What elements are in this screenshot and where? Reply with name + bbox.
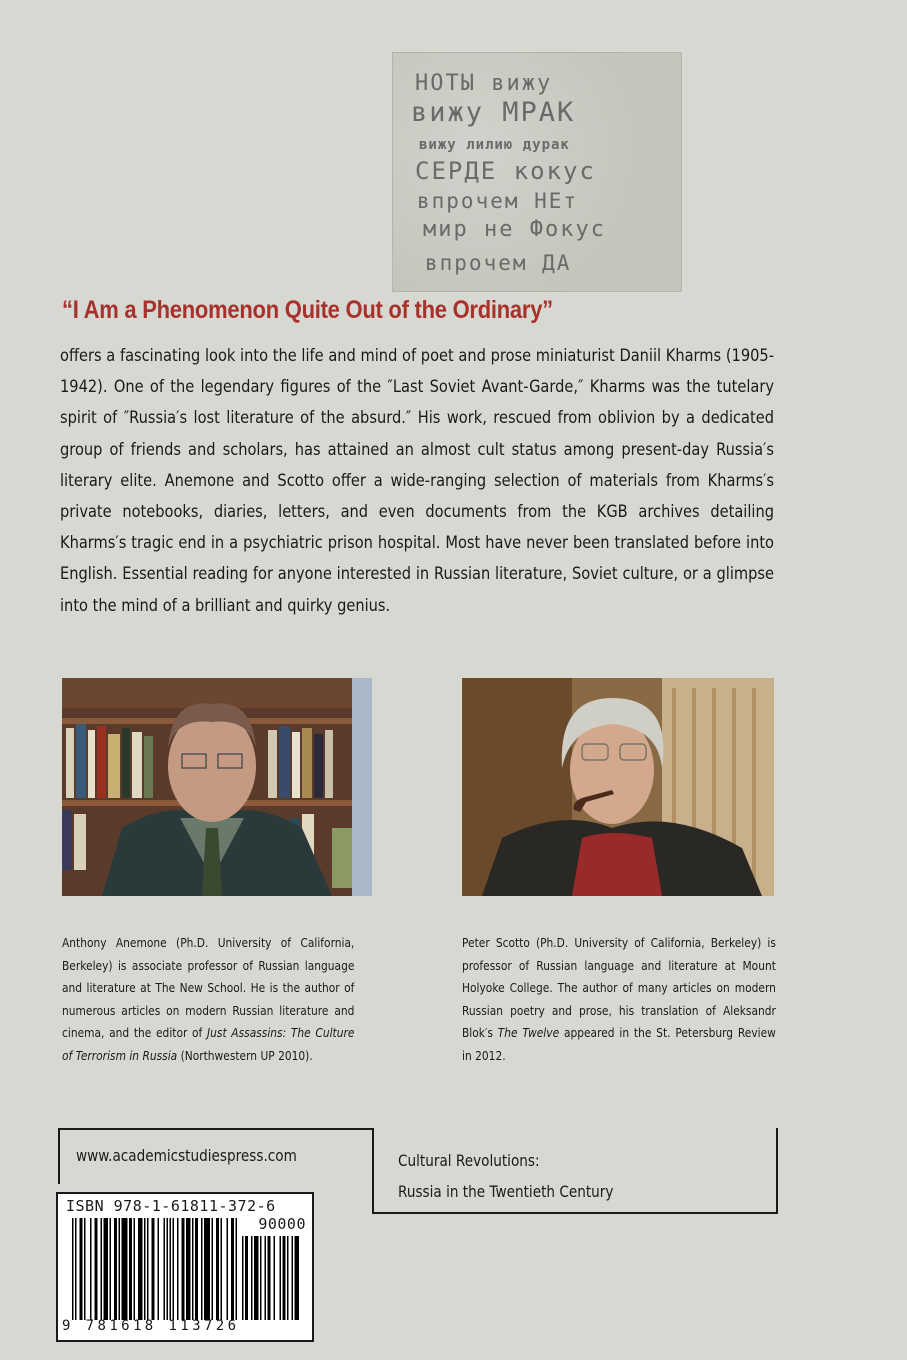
series-name <box>398 1145 613 1207</box>
manuscript-line: вижу МРАК <box>411 97 576 128</box>
publisher-url[interactable]: www.academicstudiespress.com <box>76 1146 297 1165</box>
barcode-digits: 9 781618 113726 <box>62 1318 240 1334</box>
manuscript-line: мир не Фокус <box>423 217 606 242</box>
isbn-label: ISBN 978-1-61811-372-6 <box>66 1197 276 1215</box>
author-photo-scotto <box>462 678 774 896</box>
book-title: “I Am a Phenomenon Quite Out of the Ordinary” <box>62 296 553 324</box>
manuscript-line: впрочем ДА <box>425 251 572 275</box>
series-line-1: Cultural Revolutions: <box>398 1151 540 1170</box>
bio-book-title: Just Assassins: The Culture of Terrorism in Russia <box>62 1025 355 1063</box>
book-description: offers a fascinating look into the life and mind of poet and prose miniaturist Daniil Kharms (1905-1942). One of the legendary figures of the ″Last Soviet Avant-Garde,″ Kharms was the tutelary spirit of ″Russia′s lost literature of the absurd.″ His work, rescued from oblivion by a dedicated group of friends and scholars, has attained an almost cult status among present-day Russia′s literary elite. Anemone and Scotto offer a wide-ranging selection of materials from Kharms′s private notebooks, diaries, letters, and even documents from the KGB archives detailing Kharms′s tragic end in a psychiatric prison hospital. Most have never been translated before into English. Essential reading for anyone interested in Russian literature, Soviet culture, or a glimpse into the mind of a brilliant and quirky genius. <box>60 346 774 616</box>
bio-book-title: The Twelve <box>497 1025 560 1041</box>
bio-text: Peter Scotto (Ph.D. University of California, Berkeley) is professor of Russian language and literature at Mount Holyoke College. The author of many articles on modern Russian poetry and prose, his translation of Aleksandr Blok′s <box>462 935 776 1041</box>
barcode-bars <box>72 1218 238 1320</box>
price-code: 90000 <box>258 1215 306 1233</box>
barcode-addon-bars <box>242 1236 308 1320</box>
author-photo-anemone <box>62 678 372 896</box>
bio-text: (Northwestern UP 2010). <box>177 1047 313 1063</box>
manuscript-line: СЕРДЕ кокус <box>415 157 596 185</box>
author-bio-anemone <box>62 932 354 1068</box>
bio-text: appeared in the St. Petersburg Review in 2012. <box>462 1025 776 1063</box>
author-bio-scotto <box>462 932 776 1068</box>
manuscript-line: впрочем НЕт <box>417 189 579 213</box>
manuscript-image <box>392 52 682 292</box>
manuscript-line: НОТЫ вижу <box>415 71 553 96</box>
bio-text: Anthony Anemone (Ph.D. University of California, Berkeley) is associate professor of Russian language and literature at The New School. He is the author of numerous articles on modern Russian literature and cinema, and the editor of <box>62 935 355 1041</box>
isbn-barcode <box>56 1192 314 1342</box>
manuscript-line: вижу лилию дурак <box>419 137 570 153</box>
series-line-2: Russia in the Twentieth Century <box>398 1182 614 1201</box>
